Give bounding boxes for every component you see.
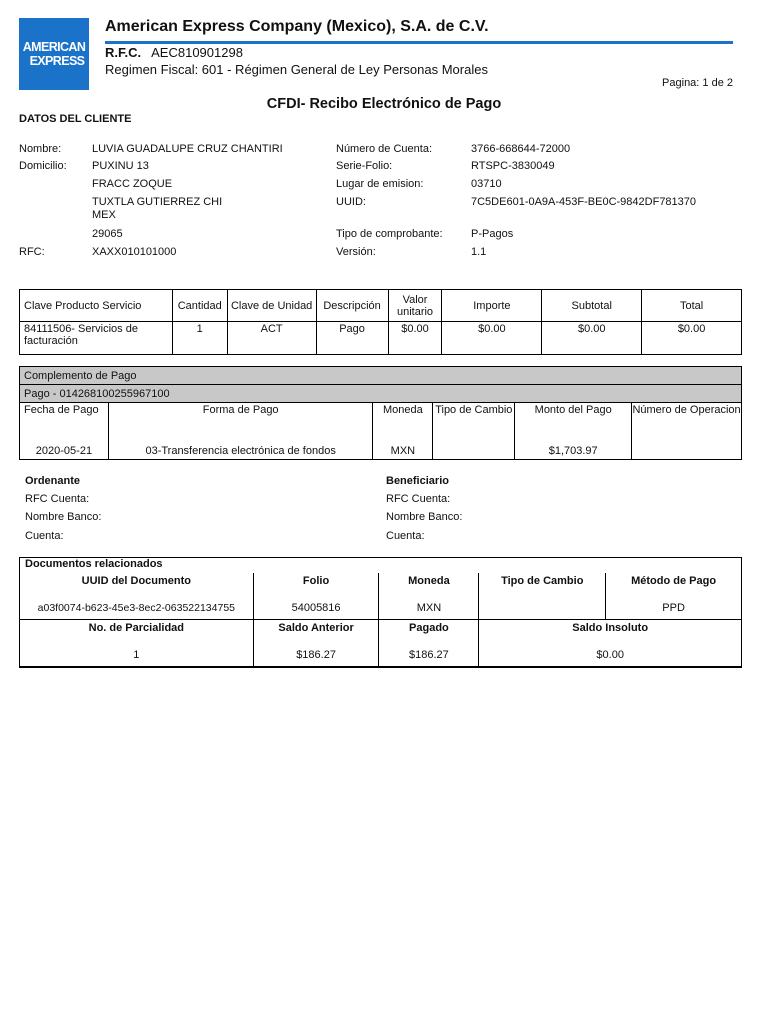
regimen-fiscal: Regimen Fiscal: 601 - Régimen General de Ley Personas Morales	[105, 62, 488, 77]
cell: 2020-05-21	[20, 442, 109, 460]
header-cell: Moneda	[373, 403, 433, 443]
cell	[479, 597, 606, 620]
ordenante-rfc-cuenta: RFC Cuenta:	[25, 493, 90, 505]
header-cell: Clave de Unidad	[227, 290, 316, 322]
beneficiario-cuenta: Cuenta:	[386, 530, 425, 542]
header-cell: Tipo de Cambio	[433, 403, 515, 443]
header-cell: Forma de Pago	[108, 403, 373, 443]
header-cell: Moneda	[379, 573, 479, 597]
cell: $0.00	[479, 644, 742, 667]
cell: $0.00	[442, 322, 542, 355]
header-cell: Método de Pago	[606, 573, 742, 597]
client-section-title: DATOS DEL CLIENTE	[19, 113, 132, 125]
header-divider	[105, 41, 733, 44]
documentos-relacionados-table	[19, 557, 742, 668]
complemento-pago-table	[19, 366, 742, 460]
serie-folio-label: Serie-Folio:	[336, 160, 393, 172]
header-cell: Clave Producto Servicio	[20, 290, 173, 322]
table-row	[20, 322, 742, 355]
cell: $0.00	[642, 322, 742, 355]
complemento-title: Complemento de Pago	[20, 367, 742, 385]
header-cell: Folio	[253, 573, 379, 597]
version-label: Versión:	[336, 246, 376, 258]
cell: MXN	[373, 442, 433, 460]
header-cell: UUID del Documento	[20, 573, 254, 597]
table-header-row	[20, 620, 742, 645]
pago-row	[20, 385, 742, 403]
cell: ACT	[227, 322, 316, 355]
nombre-value: LUVIA GUADALUPE CRUZ CHANTIRI	[92, 143, 283, 155]
header-cell: Subtotal	[542, 290, 642, 322]
document-title: CFDI- Recibo Electrónico de Pago	[266, 96, 502, 112]
logo-line-2: EXPRESS	[29, 54, 85, 68]
beneficiario-nombre-banco: Nombre Banco:	[386, 511, 463, 523]
header-cell: Monto del Pago	[515, 403, 632, 443]
header-cell: Tipo de Cambio	[479, 573, 606, 597]
header-cell: Cantidad	[172, 290, 227, 322]
header-cell: Valor unitario	[388, 290, 442, 322]
domicilio-line: 29065	[92, 228, 123, 240]
header-cell: Total	[642, 290, 742, 322]
logo-line-1: AMERICAN	[22, 40, 86, 54]
cell: $1,703.97	[515, 442, 632, 460]
table-row	[20, 644, 742, 667]
table-row	[20, 597, 742, 620]
conceptos-table	[19, 289, 742, 355]
table-row	[20, 442, 742, 460]
issuer-rfc	[105, 45, 243, 60]
serie-folio-value: RTSPC-3830049	[471, 160, 555, 172]
cell: $186.27	[379, 644, 479, 667]
numero-cuenta-value: 3766-668644-72000	[471, 143, 571, 155]
header-cell: Descripción	[316, 290, 388, 322]
header-cell: Importe	[442, 290, 542, 322]
table-header-row	[20, 403, 742, 443]
cell: PPD	[606, 597, 742, 620]
version-value: 1.1	[471, 246, 487, 258]
lugar-emision-label: Lugar de emision:	[336, 178, 424, 190]
cell: 1	[172, 322, 227, 355]
tipo-comprobante-label: Tipo de comprobante:	[336, 228, 443, 240]
header-cell: Saldo Anterior	[253, 620, 379, 645]
uuid-value: 7C5DE601-0A9A-453F-BE0C-9842DF781370	[471, 196, 697, 208]
ordenante-nombre-banco: Nombre Banco:	[25, 511, 102, 523]
beneficiario-title: Beneficiario	[386, 475, 449, 487]
cell: 84111506- Servicios de facturación	[20, 322, 173, 355]
client-rfc-value: XAXX010101000	[92, 246, 177, 258]
cell: 54005816	[253, 597, 379, 620]
cell: MXN	[379, 597, 479, 620]
header-cell: Fecha de Pago	[20, 403, 109, 443]
cell: 03-Transferencia electrónica de fondos	[108, 442, 373, 460]
page-number: Pagina: 1 de 2	[662, 77, 733, 89]
cell	[632, 442, 742, 460]
documentos-title: Documentos relacionados	[20, 558, 742, 574]
company-name: American Express Company (Mexico), S.A. de C.V.	[105, 18, 489, 35]
cell: $186.27	[253, 644, 379, 667]
numero-cuenta-label: Número de Cuenta:	[336, 143, 432, 155]
american-express-logo	[19, 18, 89, 90]
domicilio-line: TUXTLA GUTIERREZ CHI	[92, 196, 223, 208]
header-cell: Pagado	[379, 620, 479, 645]
domicilio-line: PUXINU 13	[92, 160, 149, 172]
header-cell: Número de Operacion	[632, 403, 742, 443]
cell	[433, 442, 515, 460]
ordenante-cuenta: Cuenta:	[25, 530, 64, 542]
cell: $0.00	[388, 322, 442, 355]
cell: a03f0074-b623-45e3-8ec2-063522134755	[20, 597, 254, 620]
table-header-row	[20, 290, 742, 322]
issuer-rfc-label: R.F.C.	[105, 45, 142, 60]
domicilio-label: Domicilio:	[19, 160, 67, 172]
cell: 1	[20, 644, 254, 667]
header-cell: No. de Parcialidad	[20, 620, 254, 645]
cell: Pago	[316, 322, 388, 355]
domicilio-line: FRACC ZOQUE	[92, 178, 173, 190]
ordenante-title: Ordenante	[25, 475, 81, 487]
uuid-label: UUID:	[336, 196, 366, 208]
beneficiario-rfc-cuenta: RFC Cuenta:	[386, 493, 451, 505]
issuer-rfc-value: AEC810901298	[151, 45, 243, 60]
client-rfc-label: RFC:	[19, 246, 45, 258]
cell: $0.00	[542, 322, 642, 355]
domicilio-line: MEX	[92, 209, 116, 221]
documentos-title-row	[20, 558, 742, 574]
pago-id: Pago - 014268100255967100	[20, 385, 742, 403]
table-header-row	[20, 573, 742, 597]
complemento-title-row	[20, 367, 742, 385]
header-cell: Saldo Insoluto	[479, 620, 742, 645]
nombre-label: Nombre:	[19, 143, 62, 155]
lugar-emision-value: 03710	[471, 178, 502, 190]
tipo-comprobante-value: P-Pagos	[471, 228, 514, 240]
